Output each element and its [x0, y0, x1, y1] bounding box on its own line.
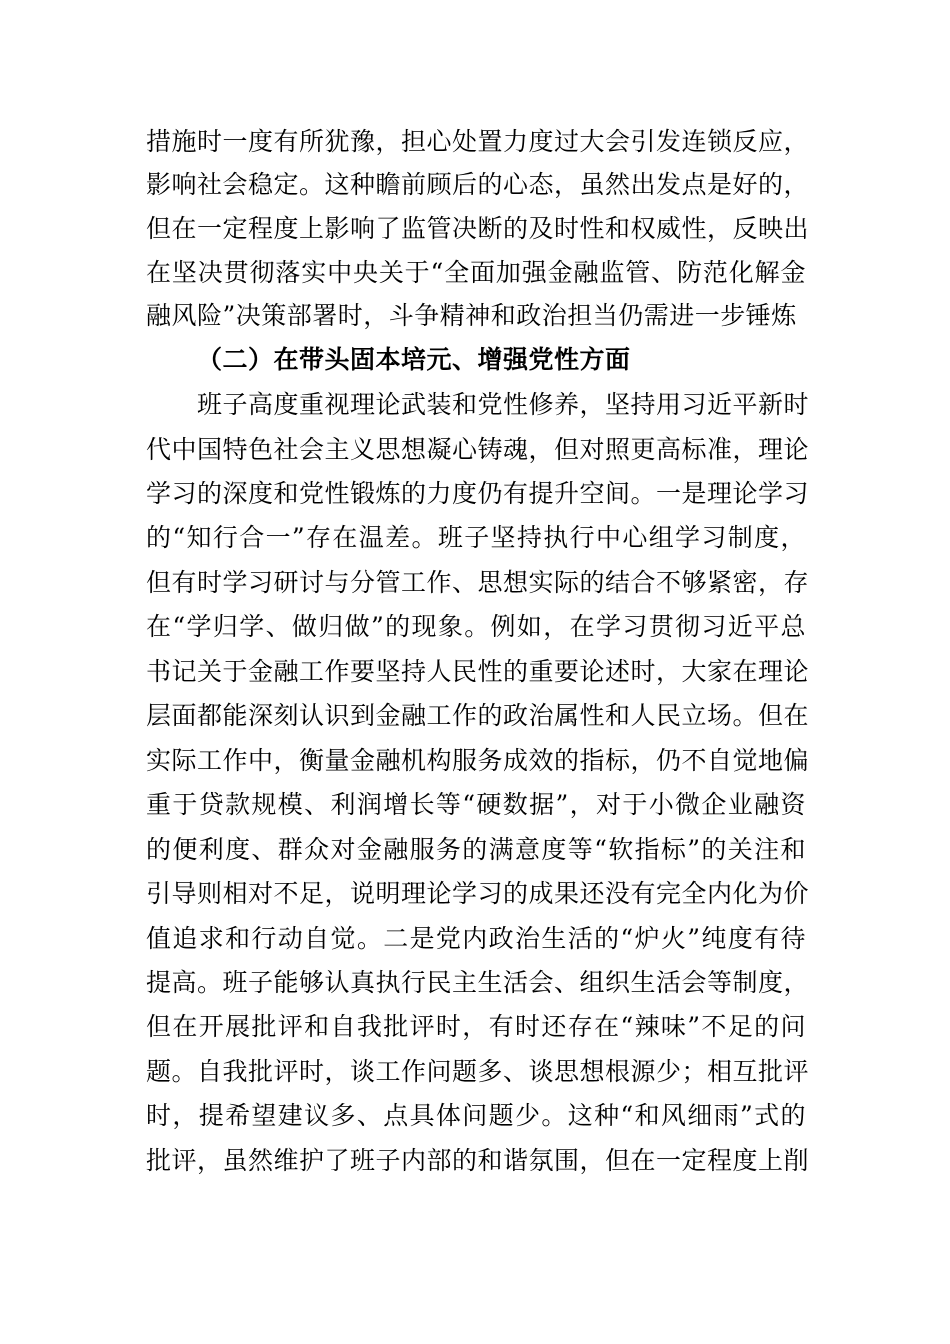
- paragraph-line: 在“学归学、做归做”的现象。例如，在学习贯彻习近平总: [146, 612, 806, 641]
- section-heading: （二）在带头固本培元、增强党性方面: [197, 345, 631, 374]
- paragraph-line: 引导则相对不足，说明理论学习的成果还没有完全内化为价: [146, 879, 810, 908]
- paragraph-line: 值追求和行动自觉。二是党内政治生活的“炉火”纯度有待: [146, 924, 806, 953]
- paragraph-line: 但在开展批评和自我批评时，有时还存在“辣味”不足的问: [146, 1012, 806, 1041]
- paragraph-line: 层面都能深刻认识到金融工作的政治属性和人民立场。但在: [146, 701, 810, 730]
- paragraph-line: 在坚决贯彻落实中央关于“全面加强金融监管、防范化解金: [146, 258, 806, 287]
- paragraph-line: 书记关于金融工作要坚持人民性的重要论述时，大家在理论: [146, 657, 810, 686]
- paragraph-line: 提高。班子能够认真执行民主生活会、组织生活会等制度，: [146, 968, 810, 997]
- paragraph-line: 实际工作中，衡量金融机构服务成效的指标，仍不自觉地偏: [146, 746, 810, 775]
- paragraph-line: 时，提希望建议多、点具体问题少。这种“和风细雨”式的: [146, 1101, 806, 1130]
- paragraph-line: 代中国特色社会主义思想凝心铸魂，但对照更高标准，理论: [146, 435, 810, 464]
- paragraph-line: 学习的深度和党性锻炼的力度仍有提升空间。一是理论学习: [146, 479, 810, 508]
- paragraph-line: 但有时学习研讨与分管工作、思想实际的结合不够紧密，存: [146, 568, 810, 597]
- paragraph-line: 的“知行合一”存在温差。班子坚持执行中心组学习制度，: [146, 523, 806, 552]
- paragraph-line: 但在一定程度上影响了监管决断的及时性和权威性，反映出: [146, 214, 810, 243]
- paragraph-line: 批评，虽然维护了班子内部的和谐氛围，但在一定程度上削: [146, 1146, 810, 1175]
- paragraph-line: 影响社会稳定。这种瞻前顾后的心态，虽然出发点是好的，: [146, 170, 810, 199]
- paragraph-line: 的便利度、群众对金融服务的满意度等“软指标”的关注和: [146, 835, 806, 864]
- paragraph-line: 融风险”决策部署时，斗争精神和政治担当仍需进一步锤炼: [146, 301, 797, 330]
- paragraph-line: 班子高度重视理论武装和党性修养，坚持用习近平新时: [197, 390, 810, 419]
- paragraph-line: 措施时一度有所犹豫，担心处置力度过大会引发连锁反应，: [146, 127, 810, 156]
- paragraph-line: 重于贷款规模、利润增长等“硬数据”，对于小微企业融资: [146, 790, 806, 819]
- paragraph-line: 题。自我批评时，谈工作问题多、谈思想根源少；相互批评: [146, 1057, 810, 1086]
